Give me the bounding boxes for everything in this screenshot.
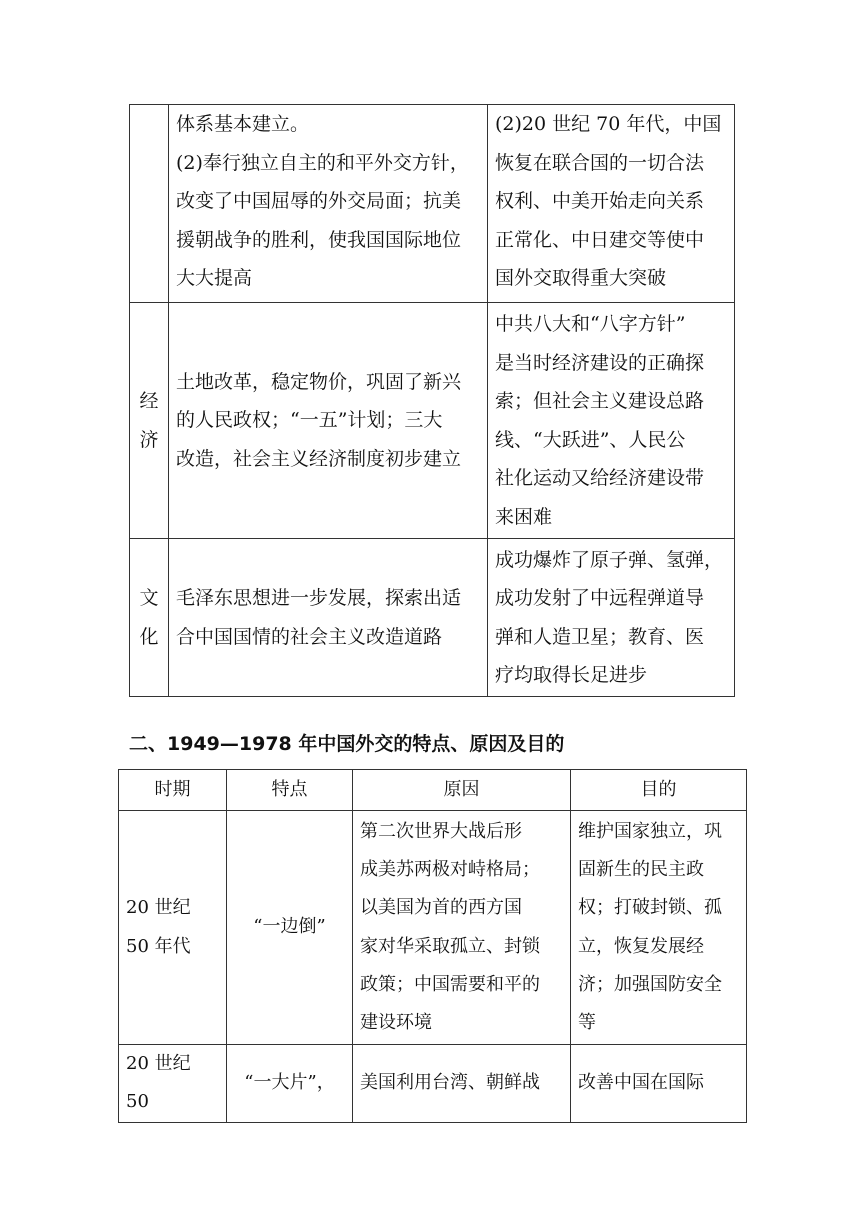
header-period: 时期 bbox=[119, 770, 227, 811]
line: 改变了中国屈辱的外交局面；抗美 bbox=[176, 190, 462, 212]
achievement-cell bbox=[169, 303, 488, 539]
header-feature: 特点 bbox=[227, 770, 353, 811]
feature-text: “一边倒” bbox=[253, 916, 326, 938]
purpose-cell bbox=[571, 811, 747, 1045]
setback-cell bbox=[488, 539, 735, 697]
category-cell bbox=[130, 539, 169, 697]
line: 家对华采取孤立、封锁 bbox=[360, 935, 540, 957]
line: 权；打破封锁、孤 bbox=[578, 897, 722, 919]
line: 以美国为首的西方国 bbox=[360, 897, 522, 919]
line: (2)20 世纪 70 年代，中国 bbox=[495, 113, 722, 135]
diplomacy-table bbox=[118, 769, 747, 1123]
setback-cell bbox=[488, 303, 735, 539]
line: 等 bbox=[578, 1012, 596, 1034]
line: 50 年代 bbox=[126, 935, 191, 957]
line: 线、“大跃进”、人民公 bbox=[495, 428, 686, 451]
line: 国外交取得重大突破 bbox=[495, 267, 667, 289]
line: 中共八大和“八字方针” bbox=[495, 313, 686, 335]
line: 成美苏两极对峙格局； bbox=[360, 858, 540, 880]
line: 维护国家独立，巩 bbox=[578, 820, 722, 842]
line: 济；加强国防安全 bbox=[578, 973, 722, 995]
reason-cell bbox=[353, 811, 571, 1045]
line: 第二次世界大战后形 bbox=[360, 820, 522, 842]
line: 正常化、中日建交等使中 bbox=[495, 228, 705, 251]
line: 建设环境 bbox=[360, 1012, 432, 1034]
line: 立，恢复发展经 bbox=[578, 935, 704, 957]
line: 的人民政权；“一五”计划；三大 bbox=[176, 409, 443, 432]
category-char: 济 bbox=[139, 428, 159, 451]
line: 固新生的民主政 bbox=[578, 858, 704, 880]
feature-cell bbox=[227, 1045, 353, 1123]
line: 疗均取得长足进步 bbox=[495, 664, 648, 686]
line: 合中国国情的社会主义改造道路 bbox=[176, 625, 443, 648]
category-cell bbox=[130, 105, 169, 303]
line: 援朝战争的胜利，使我国国际地位 bbox=[176, 228, 462, 251]
table-row bbox=[130, 303, 735, 539]
line: 土地改革，稳定物价，巩固了新兴 bbox=[176, 370, 462, 393]
feature-cell bbox=[227, 811, 353, 1045]
line: 成功发射了中远程弹道导 bbox=[495, 587, 705, 609]
period-cell bbox=[119, 1045, 227, 1123]
table-header-row bbox=[119, 770, 747, 811]
line: 来困难 bbox=[495, 505, 553, 528]
purpose-cell bbox=[571, 1045, 747, 1123]
feature-text: “一大片”， bbox=[244, 1072, 335, 1094]
line: 索；但社会主义建设总路 bbox=[495, 390, 705, 412]
table-row bbox=[130, 539, 735, 697]
category-char: 文 bbox=[139, 587, 159, 609]
setback-cell bbox=[488, 105, 735, 303]
line: 改善中国在国际 bbox=[578, 1072, 704, 1094]
achievement-cell bbox=[169, 539, 488, 697]
category-cell bbox=[130, 303, 169, 539]
table-row bbox=[119, 811, 747, 1045]
line: 社化运动又给经济建设带 bbox=[495, 467, 705, 489]
category-char: 化 bbox=[139, 625, 159, 648]
period-cell bbox=[119, 811, 227, 1045]
header-reason: 原因 bbox=[353, 770, 571, 811]
section-heading: 二、1949—1978 年中国外交的特点、原因及目的 bbox=[129, 733, 565, 755]
line: 政策；中国需要和平的 bbox=[360, 973, 540, 995]
line: 美国利用台湾、朝鲜战 bbox=[360, 1072, 540, 1094]
line: 成功爆炸了原子弹、氢弹， bbox=[495, 548, 724, 571]
line: 毛泽东思想进一步发展，探索出适 bbox=[176, 587, 462, 609]
line: 20 世纪 50 bbox=[126, 1053, 191, 1113]
table-row bbox=[119, 1045, 747, 1123]
line: (2)奉行独立自主的和平外交方针， bbox=[176, 151, 469, 174]
reason-cell bbox=[353, 1045, 571, 1123]
line: 20 世纪 bbox=[126, 897, 191, 919]
line: 是当时经济建设的正确探 bbox=[495, 351, 705, 374]
comparison-table bbox=[129, 104, 735, 697]
line: 改造，社会主义经济制度初步建立 bbox=[176, 447, 462, 470]
achievement-cell bbox=[169, 105, 488, 303]
line: 体系基本建立。 bbox=[176, 113, 310, 135]
line: 弹和人造卫星；教育、医 bbox=[495, 625, 705, 648]
table-row bbox=[130, 105, 735, 303]
category-char: 经 bbox=[139, 390, 159, 412]
header-purpose: 目的 bbox=[571, 770, 747, 811]
line: 权利、中美开始走向关系 bbox=[495, 190, 705, 212]
line: 大大提高 bbox=[176, 267, 253, 289]
line: 恢复在联合国的一切合法 bbox=[495, 151, 705, 174]
